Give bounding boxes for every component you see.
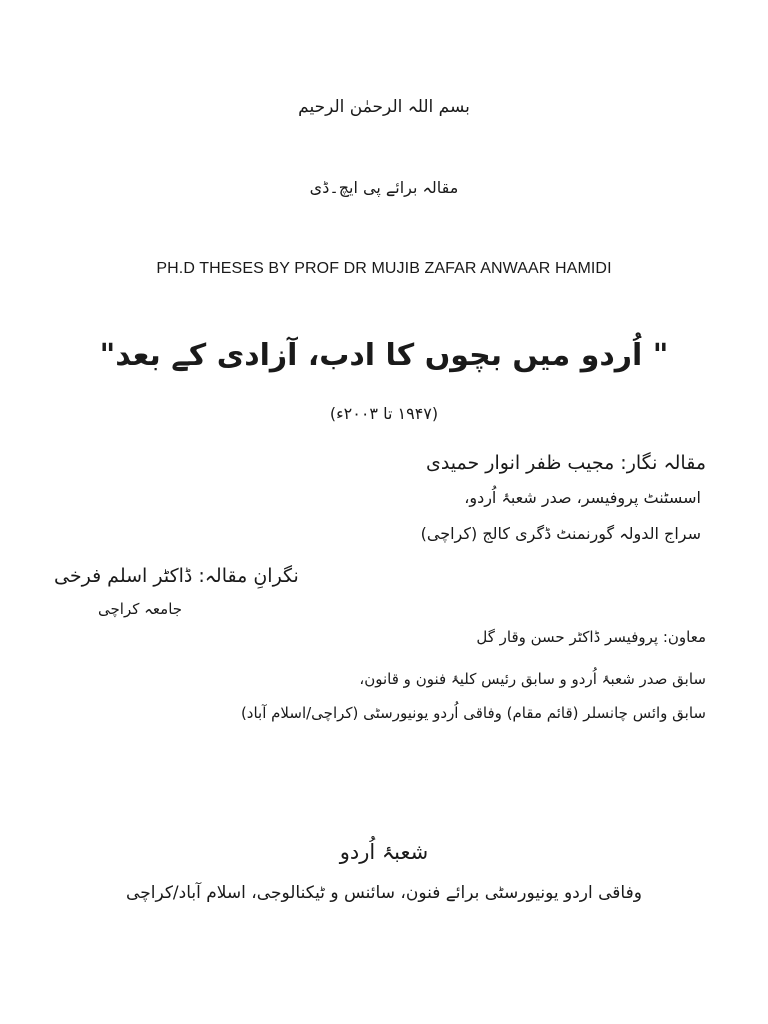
author-position-1: اسسٹنٹ پروفیسر، صدر شعبۂ اُردو، <box>464 488 701 507</box>
author-position-2: سراج الدولہ گورنمنٹ ڈگری کالج (کراچی) <box>420 524 701 543</box>
thesis-title: " اُردو میں بچوں کا ادب، آزادی کے بعد" <box>99 338 669 373</box>
university-name: وفاقی اردو یونیورسٹی برائے فنون، سائنس و ٹیکنالوجی، اسلام آباد/کراچی <box>126 883 642 903</box>
bismillah-heading: بسم اللہ الرحمٰن الرحیم <box>298 97 470 117</box>
co-supervisor-position-2: سابق وائس چانسلر (قائم مقام) وفاقی اُردو یونیورسٹی (کراچی/اسلام آباد) <box>240 704 706 722</box>
supervisor-institution: جامعہ کراچی <box>98 600 183 618</box>
department-name: شعبۂ اُردو <box>339 840 429 864</box>
author-line: مقالہ نگار: مجیب ظفر انوار حمیدی <box>425 452 706 474</box>
english-title: PH.D THESES BY PROF DR MUJIB ZAFAR ANWAAR HAMIDI <box>156 260 612 277</box>
thesis-years: (۱۹۴۷ تا ۲۰۰۳ء) <box>329 404 439 423</box>
co-supervisor-line: معاون: پروفیسر ڈاکٹر حسن وقار گل <box>476 628 706 646</box>
degree-line: مقالہ برائے پی ایچ۔ڈی <box>309 178 459 197</box>
supervisor-line: نگرانِ مقالہ: ڈاکٹر اسلم فرخی <box>54 565 299 587</box>
co-supervisor-position-1: سابق صدر شعبۂ اُردو و سابق رئیس کلیۂ فنون و قانون، <box>359 670 706 688</box>
